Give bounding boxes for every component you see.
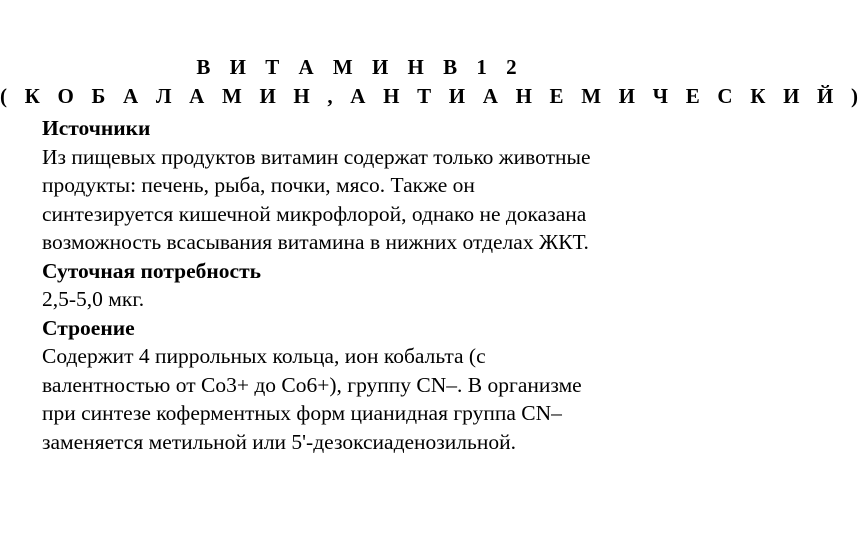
structure-text-line: валентностью от Co3+ до Co6+), группу CN–. В организме — [42, 372, 582, 397]
sources-text-line: продукты: печень, рыба, почки, мясо. Также он — [42, 173, 475, 197]
section-heading-sources: Источники — [42, 116, 151, 140]
structure-text-line: Содержит 4 пиррольных кольца, ион кобальта (с — [42, 344, 486, 368]
structure-text-line: заменяется метильной или 5'-дезоксиаденозильной. — [42, 429, 516, 454]
sources-text-line: синтезируется кишечной микрофлорой, однако не доказана — [42, 201, 587, 226]
section-heading-structure: Строение — [42, 315, 135, 340]
slide-title: В И Т А М И Н В 1 2 — [196, 55, 524, 79]
section-heading-daily-need: Суточная потребность — [42, 258, 262, 283]
structure-text-line: при синтезе коферментных форм цианидная группа CN– — [42, 401, 562, 425]
sources-text-line: возможность всасывания витамина в нижних отделах ЖКТ. — [42, 230, 589, 254]
daily-need-text-line: 2,5-5,0 мкг. — [42, 287, 145, 311]
slide-subtitle: ( К О Б А Л А М И Н , А Н Т И А Н Е М И Ч Е С К И Й ) — [0, 84, 864, 108]
sources-text-line: Из пищевых продуктов витамин содержат только животные — [42, 144, 591, 169]
slide-body — [42, 114, 692, 456]
